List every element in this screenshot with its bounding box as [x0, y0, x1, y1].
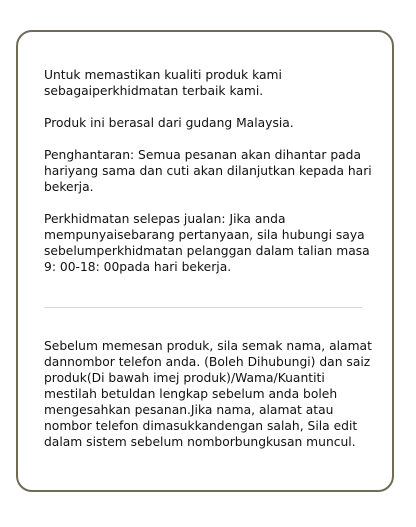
paragraph-shipping: Penghantaran: Semua pesanan akan dihantar pada hariyang sama dan cuti akan dilanjutkan kepada hari bekerja.: [44, 148, 372, 194]
info-bottom-section: [44, 338, 374, 466]
paragraph-after-sales: Perkhidmatan selepas jualan: Jika anda mempunyaisebarang pertanyaan, sila hubungi saya sebelumperkhidmatan pelanggan dalam talian masa 9: 00-18: 00pada hari bekerja.: [44, 212, 370, 274]
section-divider: [44, 307, 362, 308]
info-card: [16, 30, 394, 492]
paragraph-origin: Produk ini berasal dari gudang Malaysia.: [44, 116, 294, 130]
paragraph-quality: Untuk memastikan kualiti produk kami sebagaiperkhidmatan terbaik kami.: [44, 68, 282, 98]
paragraph-order-check: Sebelum memesan produk, sila semak nama, alamat dannombor telefon anda. (Boleh Dihubungi) dan saiz produk(Di bawah imej produk)/Wama/Kuantiti mestilah betuldan lengkap sebelum anda boleh mengesahkan pesanan.Jika nama, alamat atau nombor telefon dimasukkandengan salah, Sila edit dalam sistem sebelum nomborbungkusan muncul.: [44, 339, 372, 449]
info-top-section: [44, 67, 374, 291]
bottom-strip: [0, 516, 416, 527]
